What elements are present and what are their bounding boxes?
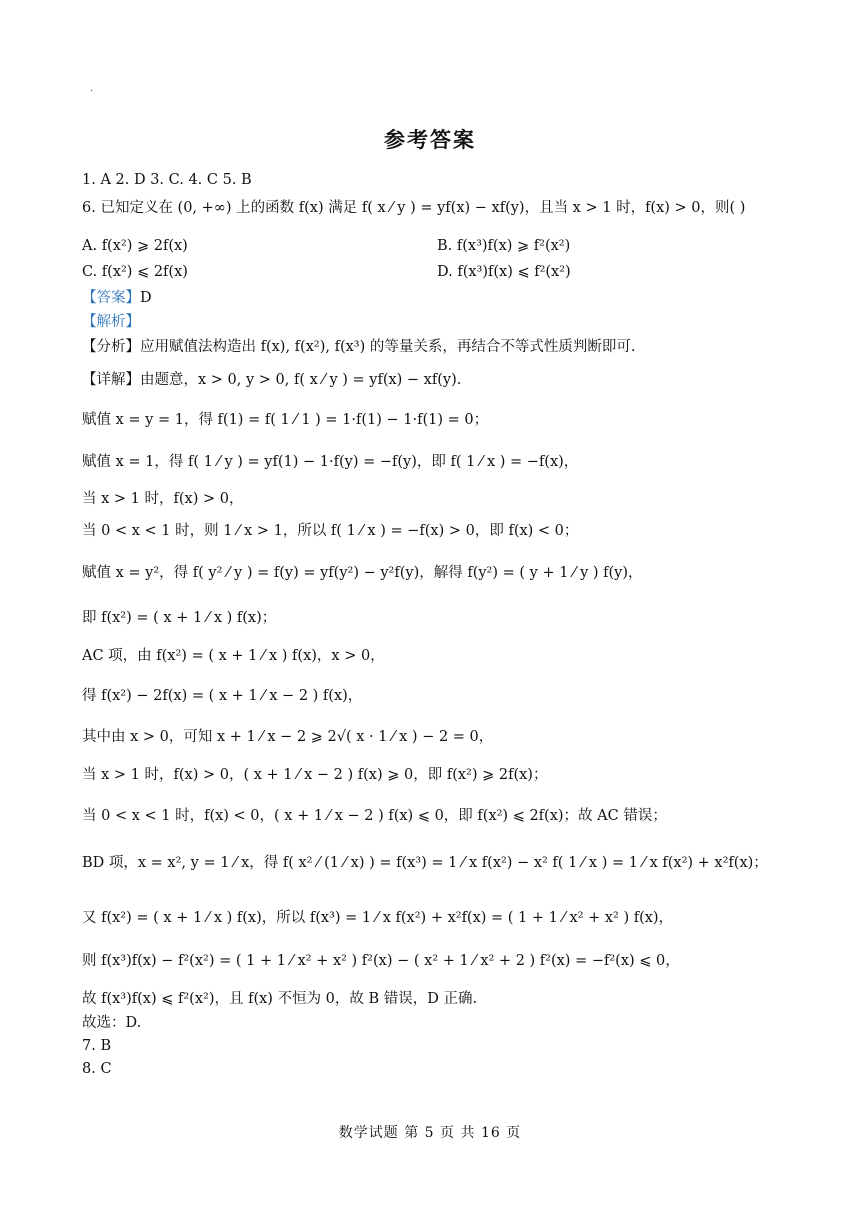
analysis-tag: 【解析】 xyxy=(82,314,140,330)
solution-line: 当 x > 1 时，f(x) > 0，( x + 1 ⁄ x − 2 ) f(x) ⩾ 0，即 f(x²) ⩾ 2f(x)； xyxy=(82,767,548,783)
q6-answer-line xyxy=(82,288,152,308)
solution-line: 赋值 x = y = 1，得 f(1) = f( 1 ⁄ 1 ) = 1·f(1) − 1·f(1) = 0； xyxy=(82,412,489,428)
solution-line: 赋值 x = y²，得 f( y² ⁄ y ) = f(y) = yf(y²) − y²f(y)，解得 f(y²) = ( y + 1 ⁄ y ) f(y)， xyxy=(82,565,643,581)
page-footer: 数学试题 第 5 页 共 16 页 xyxy=(338,1125,522,1141)
q6-stem: 6. 已知定义在 (0, +∞) 上的函数 f(x) 满足 f( x ⁄ y ) = yf(x) − xf(y)，且当 x > 1 时，f(x) > 0，则( ) xyxy=(82,200,746,216)
answers-1-5: 1. A 2. D 3. C. 4. C 5. B xyxy=(82,172,252,188)
solution-line: 当 x > 1 时，f(x) > 0， xyxy=(82,491,244,507)
q6-option-a: A. f(x²) ⩾ 2f(x) xyxy=(82,238,188,254)
solution-line: 当 0 < x < 1 时，f(x) < 0，( x + 1 ⁄ x − 2 ) f(x) ⩽ 0，即 f(x²) ⩽ 2f(x)；故 AC 错误； xyxy=(82,808,667,824)
q6-option-b: B. f(x³)f(x) ⩾ f²(x²) xyxy=(437,238,571,254)
page-title: 参考答案 xyxy=(384,127,476,152)
solution-line: 得 f(x²) − 2f(x) = ( x + 1 ⁄ x − 2 ) f(x)， xyxy=(82,688,363,704)
solution-line: 又 f(x²) = ( x + 1 ⁄ x ) f(x)，所以 f(x³) = 1 ⁄ x f(x²) + x²f(x) = ( 1 + 1 ⁄ x² + x² ) f(x)， xyxy=(82,910,674,926)
answer-tag: 【答案】 xyxy=(82,290,140,306)
solution-line: 故选：D. xyxy=(82,1015,142,1031)
answer-q7: 7. B xyxy=(82,1038,112,1054)
answer-q8: 8. C xyxy=(82,1061,112,1077)
solution-line: 赋值 x = 1，得 f( 1 ⁄ y ) = yf(1) − 1·f(y) = −f(y)，即 f( 1 ⁄ x ) = −f(x)， xyxy=(82,454,579,470)
q6-option-c: C. f(x²) ⩽ 2f(x) xyxy=(82,264,188,280)
header-mark: · xyxy=(90,86,94,97)
solution-line: AC 项，由 f(x²) = ( x + 1 ⁄ x ) f(x)，x > 0， xyxy=(82,648,385,664)
solution-line: 【详解】由题意，x > 0, y > 0, f( x ⁄ y ) = yf(x) − xf(y). xyxy=(82,372,462,388)
solution-line: 【分析】应用赋值法构造出 f(x), f(x²), f(x³) 的等量关系，再结合不等式性质判断即可. xyxy=(82,339,636,355)
solution-line: 即 f(x²) = ( x + 1 ⁄ x ) f(x)； xyxy=(82,610,277,626)
answer-value: D xyxy=(140,290,152,306)
solution-line: 当 0 < x < 1 时，则 1 ⁄ x > 1，所以 f( 1 ⁄ x ) = −f(x) > 0，即 f(x) < 0； xyxy=(82,523,579,539)
q6-option-d: D. f(x³)f(x) ⩽ f²(x²) xyxy=(437,264,571,280)
solution-line: BD 项，x = x², y = 1 ⁄ x，得 f( x² ⁄ (1 ⁄ x) ) = f(x³) = 1 ⁄ x f(x²) − x² f( 1 ⁄ x ) = 1 ⁄ x f(x²) + x²f(x)； xyxy=(82,855,768,871)
solution-line: 故 f(x³)f(x) ⩽ f²(x²)，且 f(x) 不恒为 0，故 B 错误，D 正确. xyxy=(82,991,478,1007)
solution-line: 则 f(x³)f(x) − f²(x²) = ( 1 + 1 ⁄ x² + x² ) f²(x) − ( x² + 1 ⁄ x² + 2 ) f²(x) = −f²(x) ⩽ 0， xyxy=(82,953,680,969)
solution-line: 其中由 x > 0，可知 x + 1 ⁄ x − 2 ⩾ 2√( x · 1 ⁄ x ) − 2 = 0， xyxy=(82,729,494,745)
